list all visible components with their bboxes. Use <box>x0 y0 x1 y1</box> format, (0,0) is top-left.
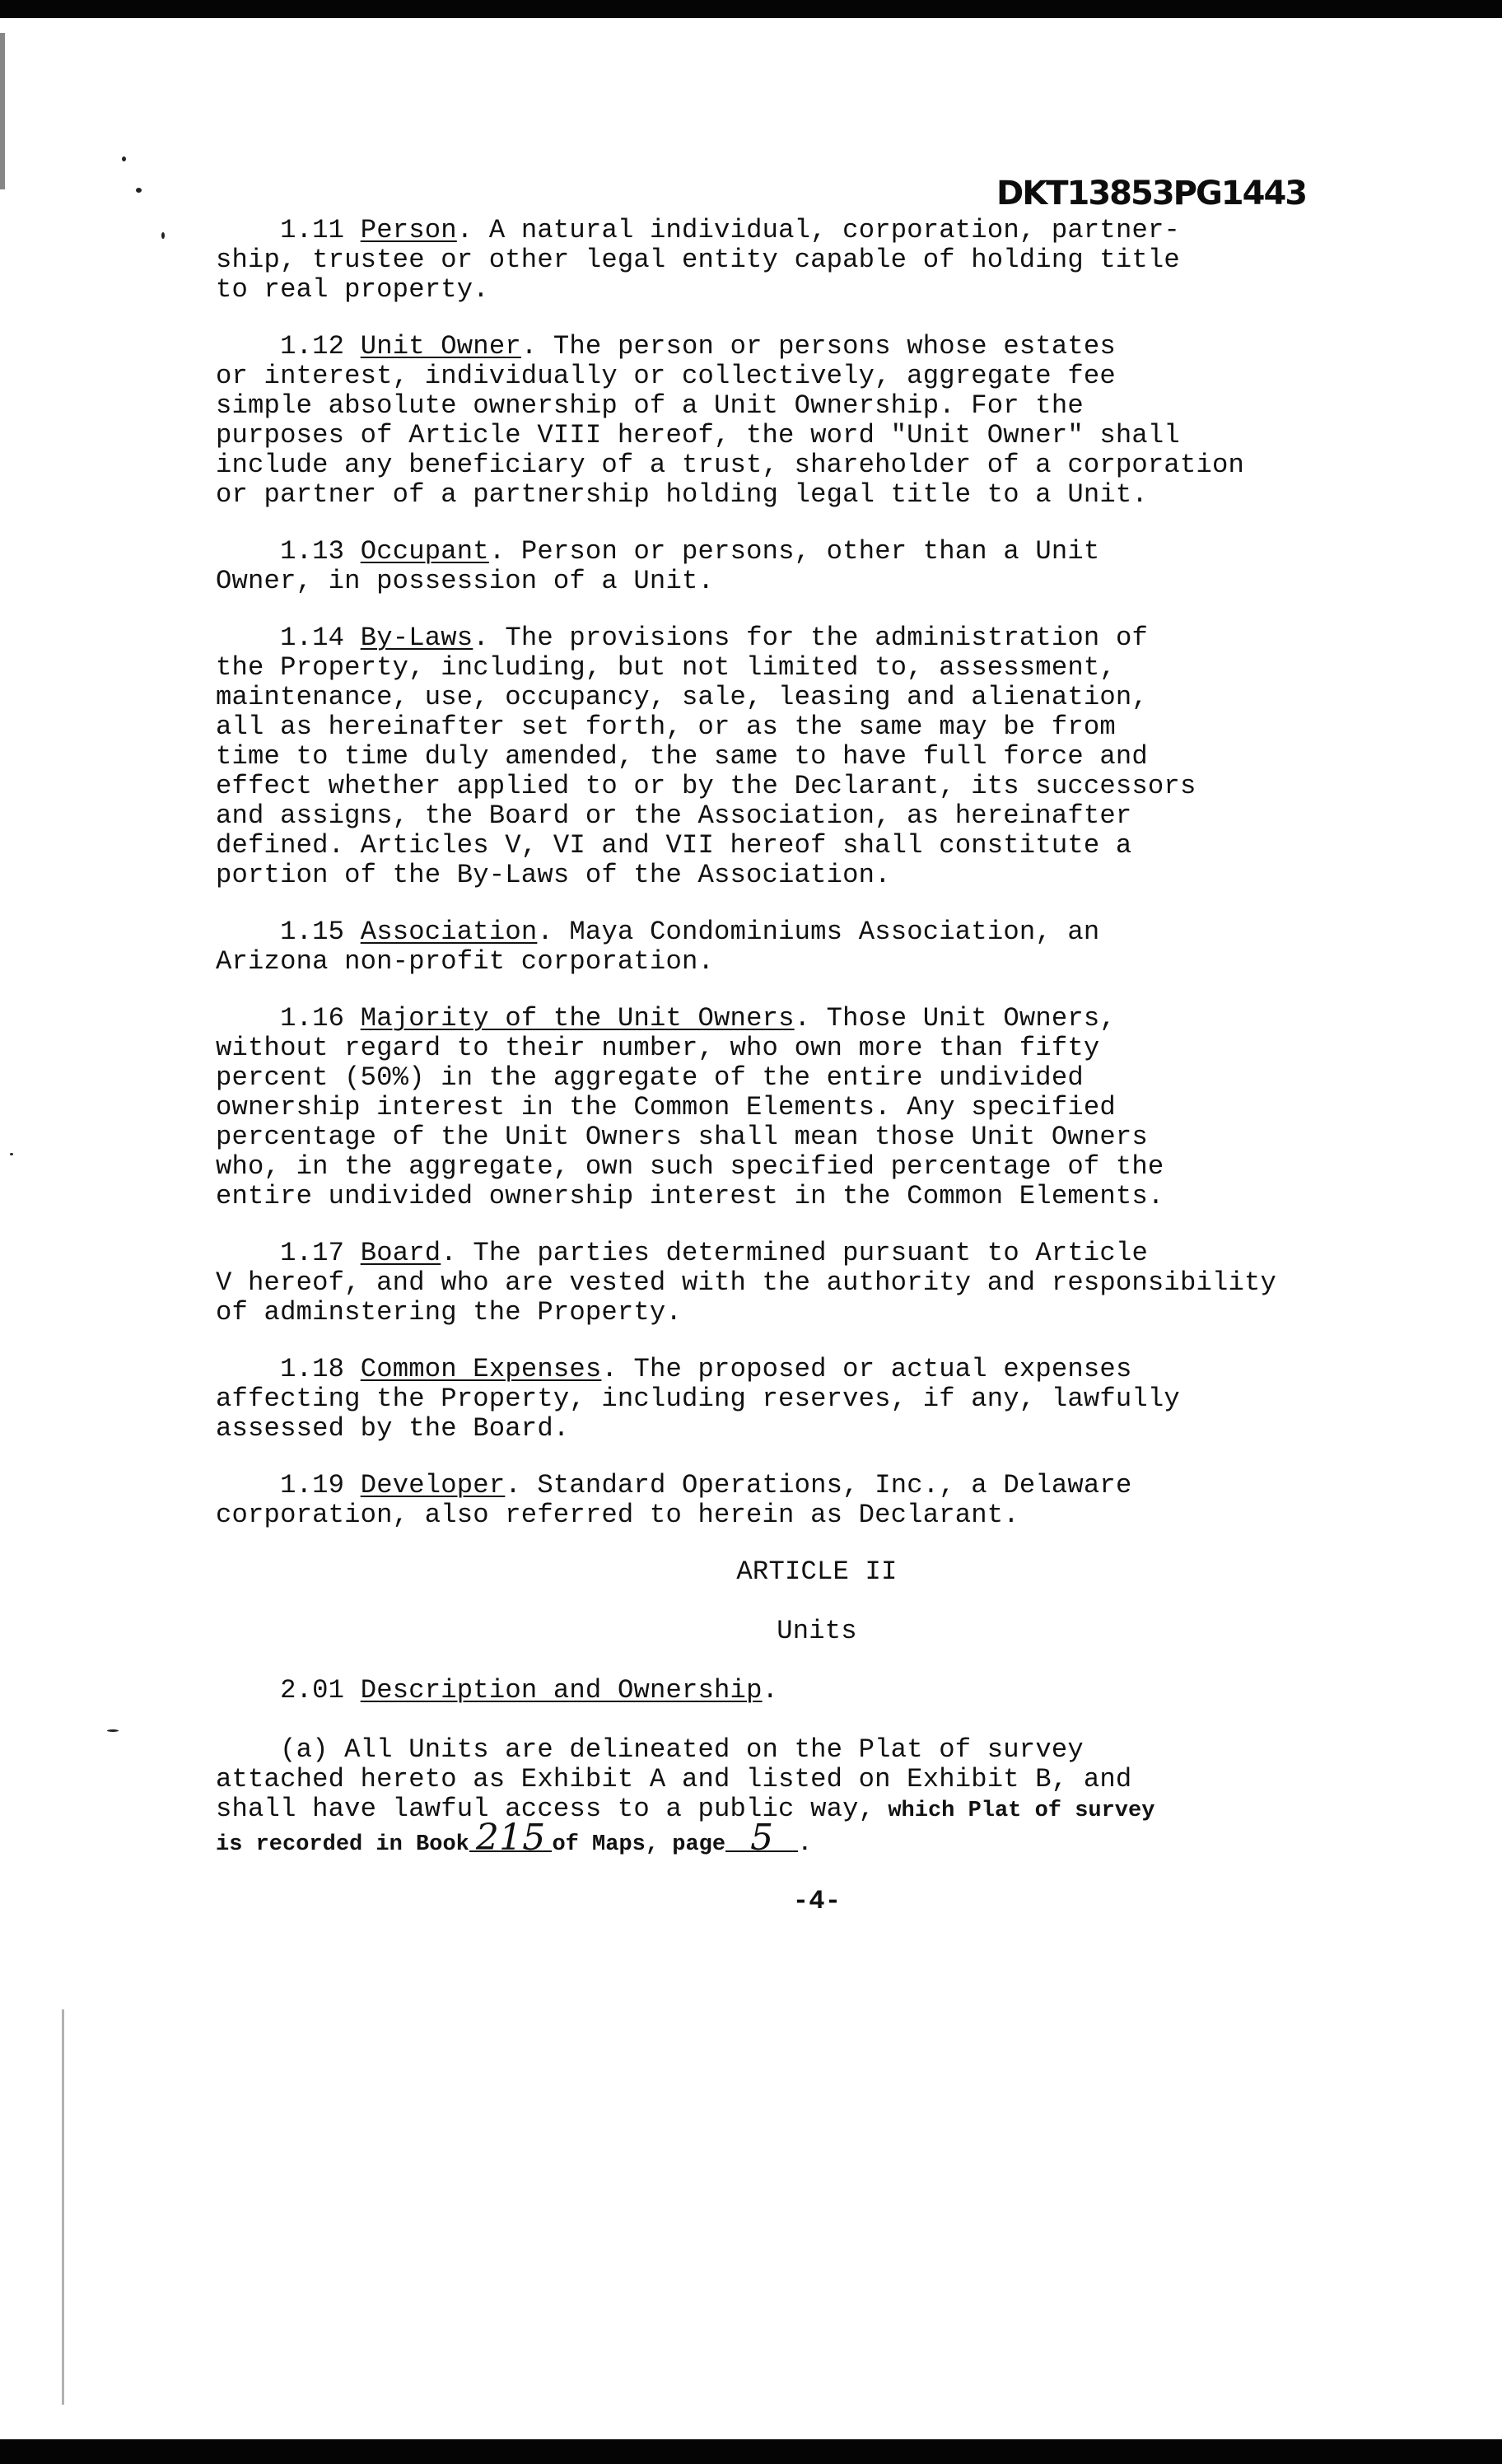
defined-term: Majority of the Unit Owners <box>360 1003 795 1034</box>
text-line: include any beneficiary of a trust, shareholder of a corporation <box>216 450 1245 480</box>
text-line: . Standard Operations, Inc., a Delaware <box>505 1470 1132 1500</box>
scan-speck <box>136 188 142 193</box>
text-line: percentage of the Unit Owners shall mean those Unit Owners <box>216 1122 1148 1152</box>
scan-speck <box>107 1729 119 1732</box>
section-number: 1.13 <box>280 536 345 567</box>
defined-term: Board <box>360 1238 441 1268</box>
text-line: and assigns, the Board or the Association, as hereinafter <box>216 800 1132 831</box>
definition-1-11 <box>216 216 1385 305</box>
section-number: 1.18 <box>280 1354 345 1384</box>
text-line: to real property. <box>216 274 489 305</box>
text-line: maintenance, use, occupancy, sale, leasing and alienation, <box>216 682 1148 712</box>
text-line: . The provisions for the administration of <box>473 623 1148 653</box>
scan-speck <box>122 156 126 161</box>
section-2-01-heading <box>216 1676 1385 1706</box>
section-number: 1.14 <box>280 623 345 653</box>
text-line: defined. Articles V, VI and VII hereof shall constitute a <box>216 830 1132 861</box>
definition-1-15 <box>216 917 1385 977</box>
defined-term: By-Laws <box>360 623 473 653</box>
scan-top-border <box>0 0 1502 18</box>
text-line: simple absolute ownership of a Unit Ownership. For the <box>216 390 1084 421</box>
typed-insert: which Plat of survey <box>875 1799 1155 1823</box>
defined-term: Common Expenses <box>360 1354 602 1384</box>
text-line: time to time duly amended, the same to have full force and <box>216 741 1148 772</box>
scan-bottom-border <box>0 2439 1502 2464</box>
definition-1-12 <box>216 332 1385 510</box>
scan-left-edge <box>0 33 5 189</box>
handwritten-page-number: 5 <box>725 1826 798 1852</box>
section-title: Description and Ownership <box>360 1675 763 1706</box>
text-line: . Maya Condominiums Association, an <box>537 917 1100 947</box>
text-line: without regard to their number, who own more than fifty <box>216 1033 1100 1063</box>
article-title: ARTICLE II <box>736 1556 898 1587</box>
section-number: 1.11 <box>280 215 345 245</box>
definition-1-17 <box>216 1239 1385 1328</box>
definition-1-14 <box>216 623 1385 890</box>
section-number: 1.16 <box>280 1003 345 1034</box>
text-line: portion of the By-Laws of the Association. <box>216 860 891 890</box>
recording-stamp: DKT13853PG1443 <box>996 175 1307 212</box>
section-number: 1.12 <box>280 331 345 362</box>
typed-insert: . <box>798 1832 812 1857</box>
text-line: who, in the aggregate, own such specified percentage of the <box>216 1151 1164 1182</box>
defined-term: Association <box>360 917 538 947</box>
document-body <box>216 216 1385 1916</box>
text-line: . A natural individual, corporation, partner- <box>456 215 1181 245</box>
text-line: . Person or persons, other than a Unit <box>488 536 1100 567</box>
text-line: percent (50%) in the aggregate of the entire undivided <box>216 1062 1084 1093</box>
definition-1-19 <box>216 1471 1385 1530</box>
definition-1-18 <box>216 1355 1385 1444</box>
text-line: effect whether applied to or by the Declarant, its successors <box>216 771 1196 801</box>
text-line: of adminstering the Property. <box>216 1297 682 1328</box>
text-line: corporation, also referred to herein as Declarant. <box>216 1500 1019 1530</box>
article-subtitle: Units <box>777 1616 857 1646</box>
text-line: Owner, in possession of a Unit. <box>216 566 714 596</box>
section-number: 1.15 <box>280 917 345 947</box>
text-line: the Property, including, but not limited to, assessment, <box>216 652 1116 683</box>
text-line: or partner of a partnership holding legal title to a Unit. <box>216 479 1148 510</box>
text-line: all as hereinafter set forth, or as the same may be from <box>216 712 1116 742</box>
scan-speck <box>161 232 165 239</box>
text-line: attached hereto as Exhibit A and listed on Exhibit B, and <box>216 1764 1132 1794</box>
defined-term: Occupant <box>360 536 489 567</box>
text-line: . <box>762 1675 779 1706</box>
clause-a <box>216 1735 1385 1860</box>
definition-1-13 <box>216 537 1385 596</box>
section-number: 1.17 <box>280 1238 345 1268</box>
text-line: purposes of Article VIII hereof, the word "Unit Owner" shall <box>216 420 1180 450</box>
text-line: shall have lawful access to a public way, <box>216 1794 875 1824</box>
text-line: or interest, individually or collectively, aggregate fee <box>216 361 1116 391</box>
section-number: 1.19 <box>280 1470 345 1500</box>
text-line: . The parties determined pursuant to Article <box>441 1238 1148 1268</box>
definition-1-16 <box>216 1004 1385 1211</box>
section-number: 2.01 <box>280 1675 345 1706</box>
text-line: Arizona non-profit corporation. <box>216 946 714 977</box>
text-line: ship, trustee or other legal entity capable of holding title <box>216 245 1180 275</box>
defined-term: Unit Owner <box>360 331 521 362</box>
page-number: -4- <box>792 1886 842 1916</box>
text-line: ownership interest in the Common Elements. Any specified <box>216 1092 1116 1122</box>
text-line: affecting the Property, including reserves, if any, lawfully <box>216 1384 1180 1414</box>
scan-speck <box>10 1153 13 1155</box>
text-line: . Those Unit Owners, <box>794 1003 1116 1034</box>
scan-margin-mark <box>62 2009 64 2405</box>
text-line: . The proposed or actual expenses <box>601 1354 1132 1384</box>
text-line: assessed by the Board. <box>216 1413 570 1444</box>
text-line: entire undivided ownership interest in the Common Elements. <box>216 1181 1164 1211</box>
typed-insert: of Maps, page <box>552 1832 726 1857</box>
text-line: V hereof, and who are vested with the authority and responsibility <box>216 1267 1277 1298</box>
text-line: . The person or persons whose estates <box>520 331 1116 362</box>
text-line: (a) All Units are delineated on the Plat of survey <box>280 1734 1084 1765</box>
handwritten-book-number: 215 <box>469 1826 553 1852</box>
defined-term: Person <box>360 215 457 245</box>
typed-insert: is recorded in Book <box>216 1832 469 1857</box>
defined-term: Developer <box>360 1470 506 1500</box>
